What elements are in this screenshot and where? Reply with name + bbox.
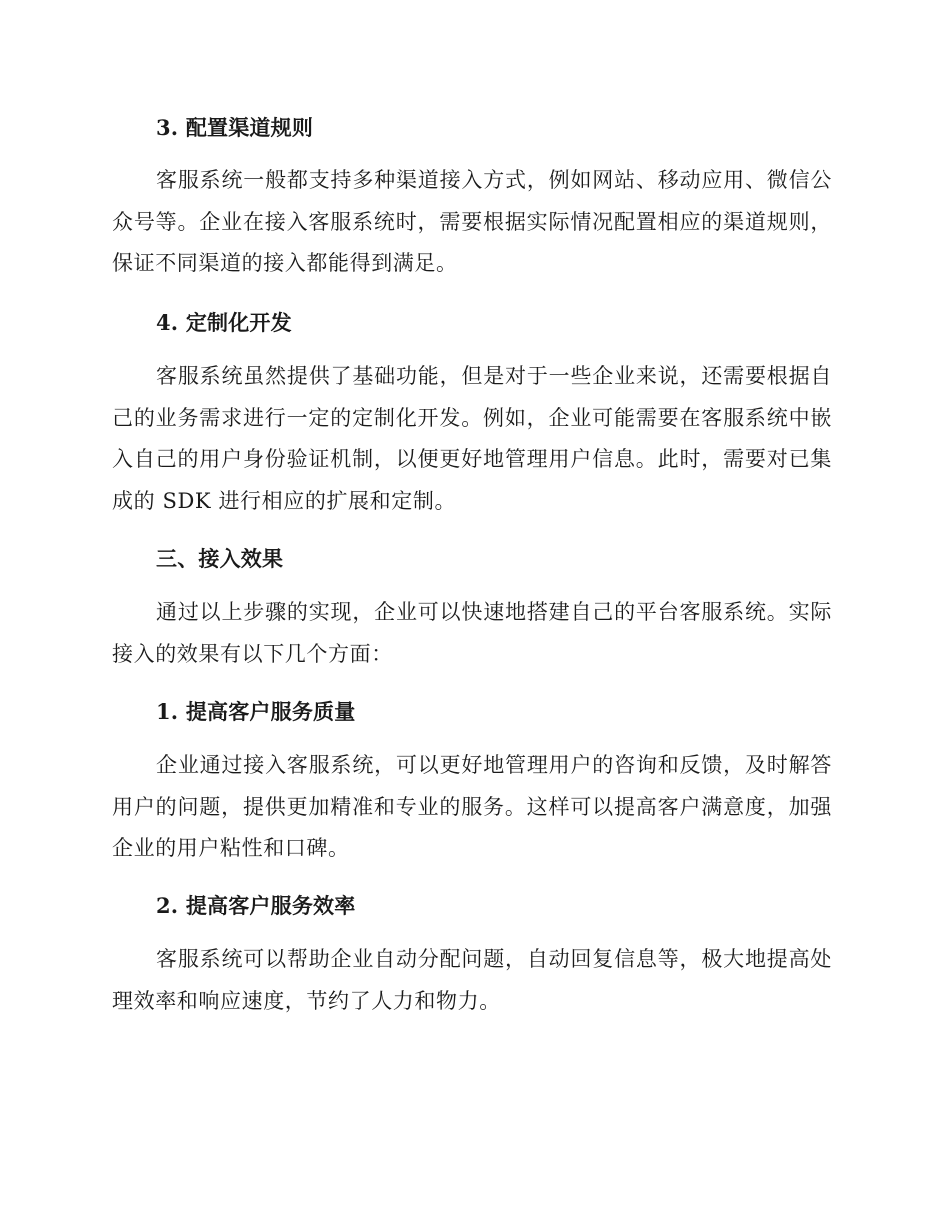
paragraph-service-efficiency: 客服系统可以帮助企业自动分配问题，自动回复信息等，极大地提高处理效率和响应速度，节约了人力和物力。 xyxy=(112,947,832,1013)
section-heading-custom-development: 4. 定制化开发 xyxy=(156,310,292,335)
paragraph-channel-rules: 客服系统一般都支持多种渠道接入方式，例如网站、移动应用、微信公众号等。企业在接入客服系统时，需要根据实际情况配置相应的渠道规则，保证不同渠道的接入都能得到满足。 xyxy=(112,168,832,275)
paragraph-access-effects-intro: 通过以上步骤的实现，企业可以快速地搭建自己的平台客服系统。实际接入的效果有以下几个方面： xyxy=(112,600,832,666)
section-heading-configure-channel-rules: 3. 配置渠道规则 xyxy=(156,115,314,140)
section-heading-service-quality: 1. 提高客户服务质量 xyxy=(156,699,356,724)
section-heading-access-effects: 三、接入效果 xyxy=(156,546,284,571)
paragraph-custom-development: 客服系统虽然提供了基础功能，但是对于一些企业来说，还需要根据自己的业务需求进行一定的定制化开发。例如，企业可能需要在客服系统中嵌入自己的用户身份验证机制，以便更好地管理用户信息。此时，需要对已集成的 SDK 进行相应的扩展和定制。 xyxy=(112,364,832,513)
section-heading-service-efficiency: 2. 提高客户服务效率 xyxy=(156,893,356,918)
paragraph-service-quality: 企业通过接入客服系统，可以更好地管理用户的咨询和反馈，及时解答用户的问题，提供更加精准和专业的服务。这样可以提高客户满意度，加强企业的用户粘性和口碑。 xyxy=(112,753,832,860)
